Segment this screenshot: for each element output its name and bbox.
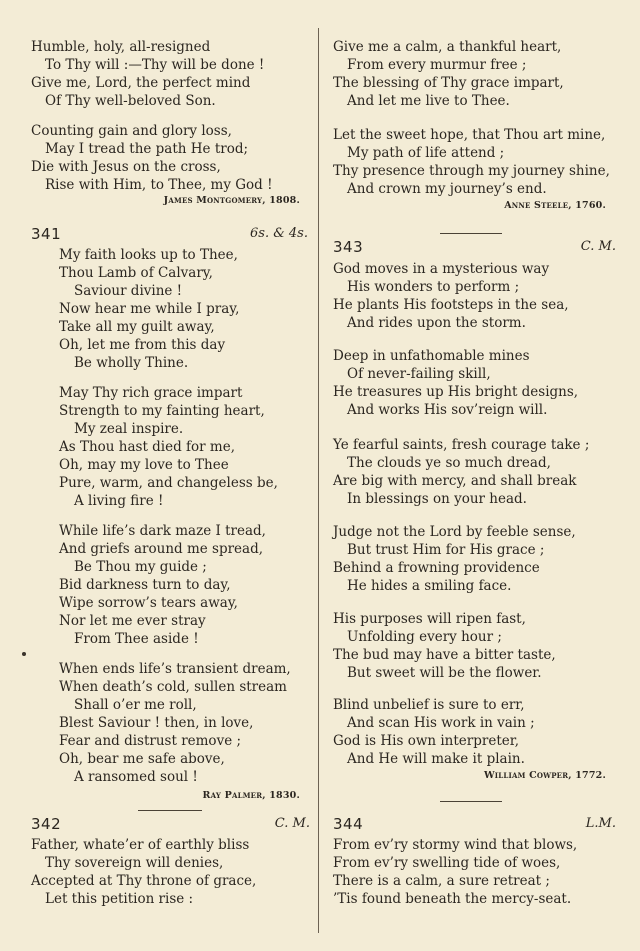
verse-line: Strength to my fainting heart, — [59, 403, 265, 419]
verse-line: Pure, warm, and changeless be, — [59, 475, 278, 491]
ink-speck — [22, 652, 26, 656]
hymn-number: 342 — [31, 815, 62, 833]
section-rule — [440, 233, 502, 234]
verse-line: Blind unbelief is sure to err, — [333, 697, 525, 713]
verse-line: His wonders to perform ; — [347, 279, 520, 295]
verse-line: A ransomed soul ! — [74, 769, 198, 785]
verse-line: Be wholly Thine. — [74, 355, 189, 371]
verse-line: Take all my guilt away, — [59, 319, 215, 335]
verse-line: Ye fearful saints, fresh courage take ; — [333, 437, 590, 453]
verse-line: In blessings on your head. — [347, 491, 527, 507]
verse-line: Wipe sorrow’s tears away, — [59, 595, 238, 611]
verse-line: And rides upon the storm. — [347, 315, 526, 331]
hymn-meter: C. M. — [274, 816, 310, 831]
verse-line: Oh, may my love to Thee — [59, 457, 229, 473]
verse-line: From every murmur free ; — [347, 57, 527, 73]
verse-line: Thy presence through my journey shine, — [333, 163, 610, 179]
verse-line: While life’s dark maze I tread, — [59, 523, 266, 539]
verse-line: To Thy will :—Thy will be done ! — [45, 57, 265, 73]
verse-line: He hides a smiling face. — [347, 578, 512, 594]
verse-line: Die with Jesus on the cross, — [31, 159, 221, 175]
verse-line: The blessing of Thy grace impart, — [333, 75, 564, 91]
verse-line: Judge not the Lord by feeble sense, — [333, 524, 576, 540]
verse-line: My zeal inspire. — [74, 421, 184, 437]
verse-line: Behind a frowning providence — [333, 560, 540, 576]
hymn-number: 341 — [31, 225, 62, 243]
verse-line: Thy sovereign will denies, — [45, 855, 224, 871]
hymn-attribution: James Montgomery, 1808. — [163, 195, 300, 206]
verse-line: There is a calm, a sure retreat ; — [333, 873, 550, 889]
verse-line: As Thou hast died for me, — [59, 439, 236, 455]
verse-line: The bud may have a bitter taste, — [333, 647, 556, 663]
section-rule — [138, 810, 202, 811]
verse-line: Nor let me ever stray — [59, 613, 206, 629]
hymn-attribution: Anne Steele, 1760. — [504, 200, 606, 211]
verse-line: The clouds ye so much dread, — [347, 455, 551, 471]
verse-line: Of Thy well-beloved Son. — [45, 93, 216, 109]
verse-line: From ev’ry swelling tide of woes, — [333, 855, 561, 871]
verse-line: My faith looks up to Thee, — [59, 247, 238, 263]
verse-line: When death’s cold, sullen stream — [59, 679, 287, 695]
verse-line: Rise with Him, to Thee, my God ! — [45, 177, 273, 193]
verse-line: ’Tis found beneath the mercy-seat. — [333, 891, 572, 907]
verse-line: Let this petition rise : — [45, 891, 194, 907]
verse-line: But sweet will be the flower. — [347, 665, 542, 681]
verse-line: Bid darkness turn to day, — [59, 577, 231, 593]
hymn-meter: L.M. — [585, 816, 616, 831]
section-rule — [440, 801, 502, 802]
verse-line: Give me, Lord, the perfect mind — [31, 75, 251, 91]
verse-line: Thou Lamb of Calvary, — [59, 265, 213, 281]
verse-line: And griefs around me spread, — [59, 541, 264, 557]
hymn-attribution: William Cowper, 1772. — [483, 770, 606, 781]
verse-line: May Thy rich grace impart — [59, 385, 243, 401]
verse-line: Be Thou my guide ; — [74, 559, 207, 575]
verse-line: Humble, holy, all-resigned — [31, 39, 211, 55]
hymn-attribution: Ray Palmer, 1830. — [202, 790, 300, 801]
verse-line: May I tread the path He trod; — [45, 141, 249, 157]
verse-line: And works His sov’reign will. — [347, 402, 548, 418]
verse-line: But trust Him for His grace ; — [347, 542, 545, 558]
verse-line: When ends life’s transient dream, — [59, 661, 291, 677]
verse-line: And scan His work in vain ; — [347, 715, 535, 731]
verse-line: Blest Saviour ! then, in love, — [59, 715, 254, 731]
verse-line: From ev’ry stormy wind that blows, — [333, 837, 578, 853]
verse-line: Saviour divine ! — [74, 283, 183, 299]
verse-line: Fear and distrust remove ; — [59, 733, 242, 749]
verse-line: Now hear me while I pray, — [59, 301, 240, 317]
verse-line: Unfolding every hour ; — [347, 629, 502, 645]
verse-line: Oh, bear me safe above, — [59, 751, 225, 767]
verse-line: Father, whate’er of earthly bliss — [31, 837, 250, 853]
verse-line: God is His own interpreter, — [333, 733, 520, 749]
verse-line: God moves in a mysterious way — [333, 261, 550, 277]
verse-line: Give me a calm, a thankful heart, — [333, 39, 562, 55]
verse-line: Of never-failing skill, — [347, 366, 491, 382]
verse-line: Deep in unfathomable mines — [333, 348, 530, 364]
verse-line: And He will make it plain. — [347, 751, 525, 767]
verse-line: He treasures up His bright designs, — [333, 384, 579, 400]
verse-line: Let the sweet hope, that Thou art mine, — [333, 127, 606, 143]
verse-line: Accepted at Thy throne of grace, — [31, 873, 257, 889]
verse-line: He plants His footsteps in the sea, — [333, 297, 569, 313]
verse-line: Counting gain and glory loss, — [31, 123, 232, 139]
verse-line: His purposes will ripen fast, — [333, 611, 526, 627]
hymn-meter: C. M. — [580, 239, 616, 254]
verse-line: From Thee aside ! — [74, 631, 199, 647]
hymn-number: 344 — [333, 815, 364, 833]
hymn-meter: 6s. & 4s. — [250, 226, 308, 241]
verse-line: And crown my journey’s end. — [347, 181, 547, 197]
column-divider — [318, 28, 319, 933]
verse-line: Are big with mercy, and shall break — [333, 473, 577, 489]
verse-line: My path of life attend ; — [347, 145, 505, 161]
hymn-number: 343 — [333, 238, 364, 256]
verse-line: And let me live to Thee. — [347, 93, 510, 109]
verse-line: Oh, let me from this day — [59, 337, 226, 353]
verse-line: A living fire ! — [74, 493, 164, 509]
verse-line: Shall o’er me roll, — [74, 697, 197, 713]
